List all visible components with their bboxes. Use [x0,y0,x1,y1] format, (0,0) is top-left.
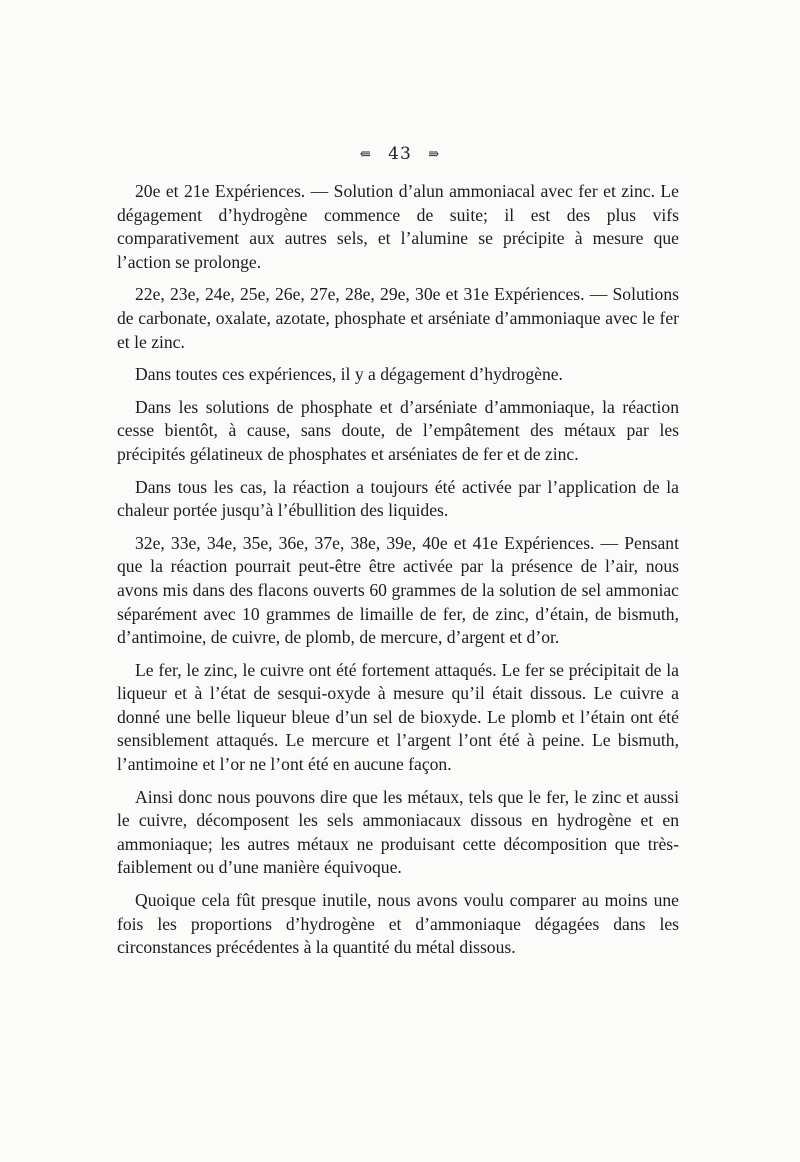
page-number: 43 [388,144,412,164]
right-ornament-icon: ⇛ [428,147,441,162]
paragraph-experiences-20-21: 20e et 21e Expériences. — Solution d’alun ammoniacal avec fer et zinc. Le dégagement d’hydrogène commence de suite; il est des plus vifs comparativement aux autres sels, et l’alumine se précipite à mesure que l’action se prolonge. [117,181,679,272]
paragraph-experiences-22-31: 22e, 23e, 24e, 25e, 26e, 27e, 28e, 29e, 30e et 31e Expériences. — Solutions de carbonate, oxalate, azotate, phosphate et arséniate d’ammoniaque avec le fer et le zinc. [117,284,679,352]
body-text [117,180,679,969]
paragraph-conclusion: Ainsi donc nous pouvons dire que les métaux, tels que le fer, le zinc et aussi le cuivre, décomposent les sels ammoniacaux dissous en hydrogène et en ammoniaque; les autres métaux ne produisant cette décomposition que très-faiblement ou d’une manière équivoque. [117,786,679,878]
page-header [0,144,800,164]
paragraph-hydrogen-release: Dans toutes ces expériences, il y a dégagement d’hydrogène. [135,364,563,385]
paragraph-metal-results: Le fer, le zinc, le cuivre ont été fortement attaqués. Le fer se précipitait de la liqueur et à l’état de sesqui-oxyde à mesure qu’il était dissous. Le cuivre a donné une belle liqueur bleue d’un sel de bioxyde. Le plomb et l’étain ont été sensiblement attaqués. Le mercure et l’argent l’ont été à peine. Le bismuth, l’antimoine et l’or ne l’ont été en aucune façon. [117,659,679,775]
paragraph-comparison: Quoique cela fût presque inutile, nous avons voulu comparer au moins une fois les proportions d’hydrogène et d’ammoniaque dégagées dans les circonstances précédentes à la quantité du métal dissous. [117,890,679,958]
left-ornament-icon: ⇚ [359,147,372,162]
paragraph-experiences-32-41: 32e, 33e, 34e, 35e, 36e, 37e, 38e, 39e, 40e et 41e Expériences. — Pensant que la réaction pourrait peut-être être activée par la présence de l’air, nous avons mis dans des flacons ouverts 60 grammes de la solution de sel ammoniac séparément avec 10 grammes de limaille de fer, de zinc, d’étain, de bismuth, d’antimoine, de cuivre, de plomb, de mercure, d’argent et d’or. [117,532,679,648]
paragraph-heat-activation: Dans tous les cas, la réaction a toujours été activée par l’application de la chaleur portée jusqu’à l’ébullition des liquides. [117,476,679,521]
paragraph-phosphate-arseniate: Dans les solutions de phosphate et d’arséniate d’ammoniaque, la réaction cesse bientôt, à cause, sans doute, de l’empâtement des métaux par les précipités gélatineux de phosphates et arséniates de fer et de zinc. [117,396,679,464]
